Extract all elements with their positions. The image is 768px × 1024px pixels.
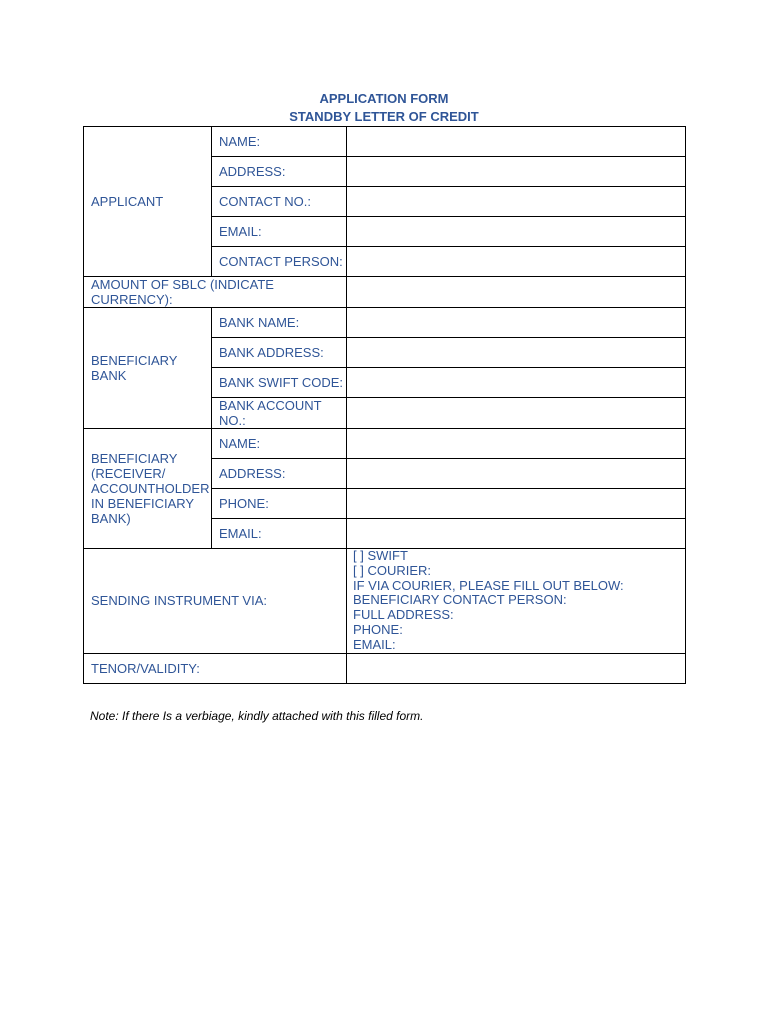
bank-name-label: BANK NAME: [212, 308, 347, 338]
applicant-name-label: NAME: [212, 127, 347, 157]
applicant-contact-person-field[interactable] [347, 247, 686, 277]
beneficiary-address-field[interactable] [347, 459, 686, 489]
footnote: Note: If there Is a verbiage, kindly attached with this filled form. [90, 709, 424, 723]
tenor-validity-field[interactable] [347, 653, 686, 683]
table-row [84, 429, 686, 459]
table-row [84, 277, 686, 308]
bank-account-no-field[interactable] [347, 398, 686, 429]
form-title: APPLICATION FORM [319, 91, 449, 106]
bank-swift-code-label: BANK SWIFT CODE: [212, 368, 347, 398]
bank-account-no-label: BANK ACCOUNT NO.: [212, 398, 347, 429]
application-table [83, 126, 686, 684]
applicant-address-label: ADDRESS: [212, 157, 347, 187]
sending-instrument-label: SENDING INSTRUMENT VIA: [84, 549, 347, 654]
beneficiary-name-field[interactable] [347, 429, 686, 459]
applicant-contact-no-field[interactable] [347, 187, 686, 217]
contact-person-line: BENEFICIARY CONTACT PERSON: [353, 592, 567, 608]
applicant-email-field[interactable] [347, 217, 686, 247]
applicant-name-field[interactable] [347, 127, 686, 157]
email-line: EMAIL: [353, 636, 396, 652]
table-row [84, 308, 686, 338]
bank-address-label: BANK ADDRESS: [212, 338, 347, 368]
applicant-email-label: EMAIL: [212, 217, 347, 247]
courier-instructions: IF VIA COURIER, PLEASE FILL OUT BELOW: [353, 577, 624, 593]
courier-option[interactable]: [ ] COURIER: [353, 562, 432, 578]
beneficiary-phone-field[interactable] [347, 489, 686, 519]
beneficiary-email-label: EMAIL: [212, 519, 347, 549]
amount-label: AMOUNT OF SBLC (INDICATE CURRENCY): [84, 277, 347, 308]
beneficiary-bank-label: BENEFICIARY BANK [84, 308, 212, 429]
form-subtitle: STANDBY LETTER OF CREDIT [289, 109, 479, 124]
beneficiary-phone-label: PHONE: [212, 489, 347, 519]
swift-option[interactable]: [ ] SWIFT [353, 548, 408, 563]
bank-address-field[interactable] [347, 338, 686, 368]
beneficiary-label: BENEFICIARY (RECEIVER/ ACCOUNTHOLDER IN BENEFICIARY BANK) [84, 429, 212, 549]
bank-name-field[interactable] [347, 308, 686, 338]
table-row [84, 653, 686, 683]
tenor-validity-label: TENOR/VALIDITY: [84, 653, 347, 683]
applicant-contact-person-label: CONTACT PERSON: [212, 247, 347, 277]
phone-line: PHONE: [353, 621, 403, 637]
bank-swift-code-field[interactable] [347, 368, 686, 398]
beneficiary-name-label: NAME: [212, 429, 347, 459]
full-address-line: FULL ADDRESS: [353, 607, 454, 623]
beneficiary-email-field[interactable] [347, 519, 686, 549]
applicant-contact-no-label: CONTACT NO.: [212, 187, 347, 217]
applicant-label: APPLICANT [84, 127, 212, 277]
table-row [84, 127, 686, 157]
beneficiary-address-label: ADDRESS: [212, 459, 347, 489]
sending-instrument-options[interactable] [347, 549, 686, 654]
amount-field[interactable] [347, 277, 686, 308]
applicant-address-field[interactable] [347, 157, 686, 187]
table-row [84, 549, 686, 654]
